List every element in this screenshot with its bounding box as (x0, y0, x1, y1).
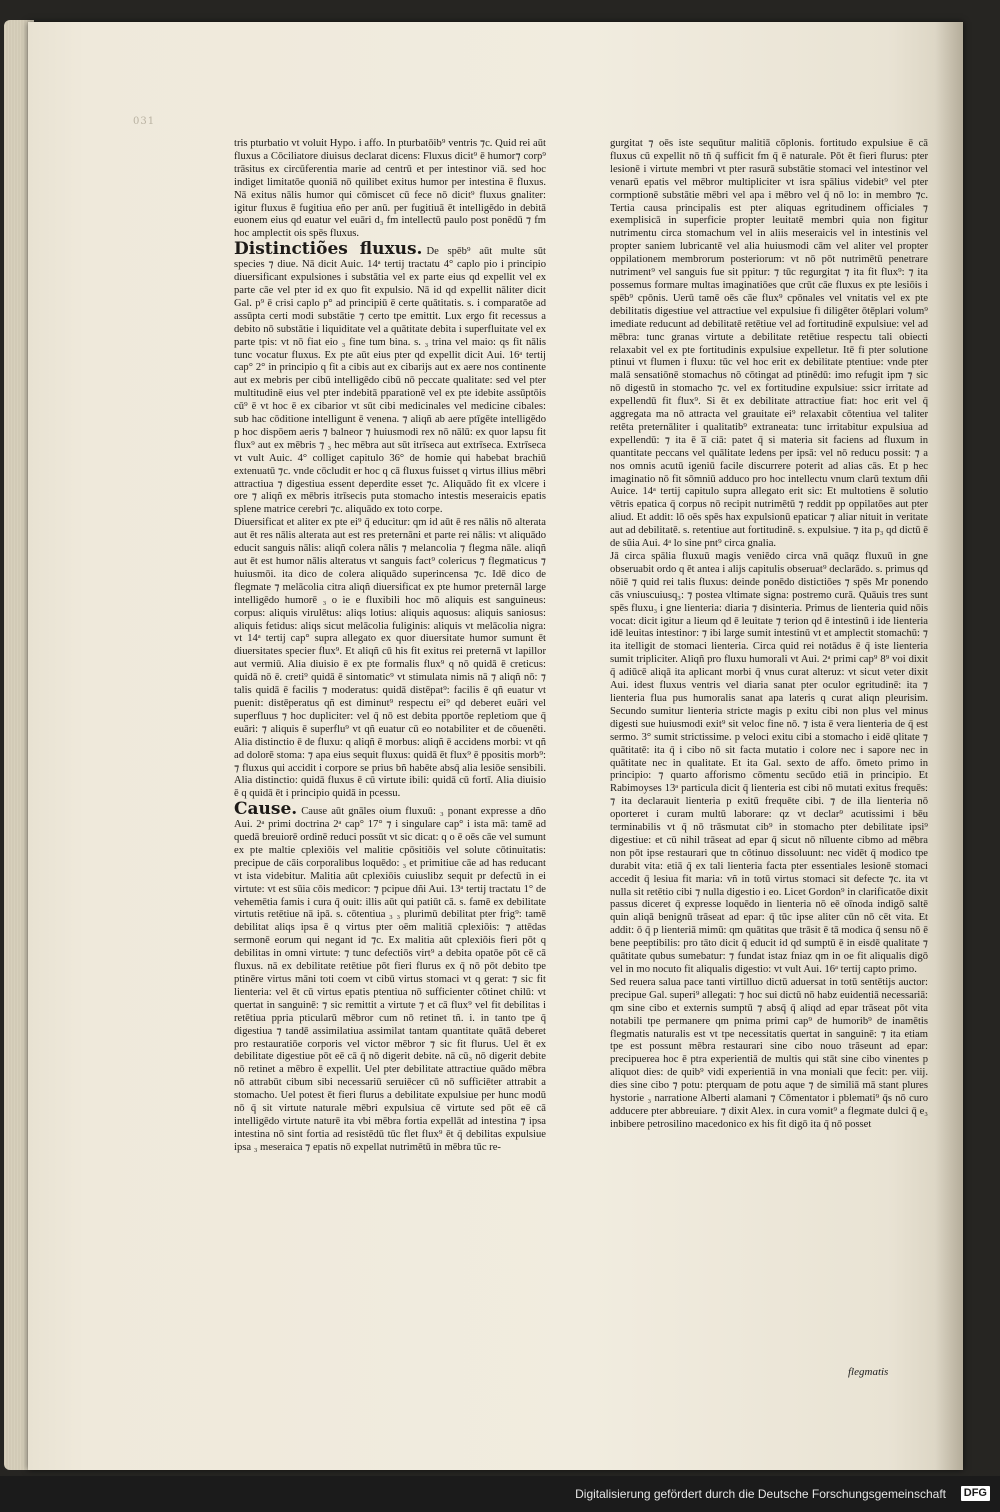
folio-mark: 031 (133, 116, 156, 127)
left-paragraph: Cause. Cause aūt gnāles oium fluxuū: ₃ ponant expresse a dño Aui. 2ᵃ primi doctrina 2ᵃ cap° 17° ⁊ i singulare cap° i ista mā: tamē ad quedā breuiorē ordinē reduci possūt vt sic dicat: q o ē oēs cāe vel sumunt ex pte maltie cplexiōis vel malitie cpōsitiōis vel solute cōtinuitatis: precipue de cāis corporalibus loquēdo: ₃ et primitiue cāe ad has reducant vt ista videbitur. Malitia aūt cplexiōis cuiuslibz sequit pr defectū in ei virtute: vt est sūia cōis medicor: ⁊ pcipue dñi Aui. 13ᵃ tertij tractatu 1° de vehemētia famis i cura q̄ ouit: illis aūt qui patiūt cā. s. famē ex debilitate virtutis retētiue nā ipā. s. cōtentiua ₃ ₃ plurimū debilitat pter frig⁹: tamē debilitat aliqs ipsa ē q virtus pter oēm malitiā cplexiōis: ⁊ attēdas sermonē eorum qui negant id ⁊c. Ex malitia aūt cplexiōis fieri pōt q debilitas in omni virtute: ⁊ tunc defectiōs virt⁹ a debita opatōe pōt cē cā fluxus. nā ex debilitate retētiue pōt fieri flurus ex q̄ nō pōt debito tpe ptinēre virtus māni toti coem vt cibū virtus stomaci vt q gerat: ⁊ sic fit lienteria: vel ēt cū virtus epatis ptentiua nō sufficienter cōtinet chilū: vt quertat in sanguinē: ⁊ sic remittit a virtute ⁊ et cā flux⁹ vel fit debilitas i retētiua ppria pticularū mēbror cum nō retinet tñ. i. in tanto tpe q̄ digestiua ⁊ tandē assimilatiua assimilat tantam quantitate quātā deberet pro restauratiōe corporis vel victor mēbror ⁊ sic fit flurus. Uel ēt ex debilitate digestiue pōt eē cā q̄ nō digerit debite. nā cū₃ nō digerit debite nō retinet a mēbro ē expellit. Uel pter debilitate attractiue quādo mēbra nō attrabūt cibum sibi necessariū seruiēcer cū nō sufficiēter attrabit a stomacho. Uel potest ēt fieri flurus a debilitate expulsiue per hunc modū nō q̄ sit virtute naturale mēbri expulsiua cē virtute sed pōt eē cā intelligēdo virtute naturē ita vbi mēbra fortia expellāt ad intestina ⁊ ipsa intestina nō sint fortia ad resistēdū tūc flet flux⁹ ēt q̄ debilitas expulsiue ipsa ₃ meseraica ⁊ epatis nō expellat nutrimētū in mēbra tūc re- (234, 799, 546, 1153)
right-paragraph: Jā circa spālia fluxuū magis veniēdo circa vnā quāqz fluxuū in gne obseruabit ordo q ēt antea i alijs capitulis obseruat⁹ declarādo. s. primus qd nōiē ⁊ quid rei talis fluxus: deinde ponēdo distictiōes ⁊ spēs Mr ponendo cās vniuscuiusq₃: ⁊ postea vltimate signa: postremo curā. Quāuis tres sunt spēs fluxu₃ i gne lienteria: diaria ⁊ disinteria. Primus de lienteria quid nōis vocat: dicit igitur a lieum qd ē leuitate ⁊ terion qd ē intestinū i ide lienteria idē leuitas intestinor: ⁊ ibi large sumit intestinū vt et amplectit stomachū: ⁊ ita itelligit de stomaci lienteria. Circa quid rei notādus ē q̄ iste lienteria sumit tripliciter. Aliqñ pro fluxu humorali vt Aui. 2ᵃ primi cap⁹ 8⁹ voi dixit q̄ adiūcē aliqā ita aplicant morbi q̄ vnus curat alteruz: vt sicut veter dixit Aui. idest fluxus ventris vel diaria sanat pter oculor egritudinē: ita ⁊ lienteria flua pus humoralis sanat apa lateris q curat aliqn pleurisim. Secundo sumitur lienteria stricte magis p exitu cibi non plus vel minus digesti sue huiusmodi exit⁹ sit veloc fine nō. ⁊ ista ē vera lienteria de q̄ est sermo. 3° sumit strictissime. p veloci exitu cibi a stomacho i eidē qlitate ⁊ quātitatē: ita q̄ i cibo nō sit facta mutatio i colore nec i sapore nec in quātitate nec in qualitate. Et ita Gal. sexto de affo. ōmeto primo in principio: ⁊ quarto afforismo cōmentu secūdo etiā in principio. Et Rabimoyses 13ᵃ particula dicit q̄ lienteria est cibi nō mutati exitus frequēs: ⁊ ita declarauit lienteria p exitū frequēte cibi. ⁊ de illa lienteria nō oporteret i curam multū laborare: qz vt declar⁹ acutissimi i bēu terminabilis vt q̄ nō trāsmutat cib⁹ in stomacho pter debilitate ipsi⁹ digestiue: et cū nihil trāseat ad epar q̄ sicut nō nīluente cibmo ad mēbra non pōt ipse restaurari que tn cōtinuo dissoluunt: nec vidēt q̄ modico tpe durabit vita: etiā q̄ ex tali lienteria facta pter essentiales lesionē stomaci accedit q̄ lesiua fit maria: vñ in totū virtus stomaci sit defecte ⁊c. ita vt nulla sit retētio cibi ⁊ nulla digestio i eo. Licet Gordon⁹ in clarificatōe dixit passus diceret q̄ expresse loquēdo in lienteria nō eē oīnoda indigō saltē quin aliqā benignū trāseat ad epar: q̄ tūc ipse aliter cūn nō cēt vita. Et addit: ō q̄ p lienteriā mimū: qm quātitas que trāsit ē tā modica q̄ sensu nō ē bene peeptibilis: pro tāto dicit q̄ educit id qd sumptū ē in eisdē qualitate ⁊ quātitate qubus sumebatur: ⁊ fundat istaz fniaz qm in oe fit aliqualis digō vel in mo nocuto fit aliqualis digestio: vt vult Aui. 16ᵃ tertij capto primo. (610, 551, 928, 975)
section-heading-distinctiones: Distinctiões fluxus. (234, 239, 423, 260)
left-paragraph: Distinctiões fluxus. De spēb⁹ aūt multe sūt species ⁊ diue. Nā dicit Auic. 14ᵃ tertij tractatu 4° caplo pio i principio diuersificant expulsiones i substātia vel ex parte eius qd expellit vel ex parte cāe vel pter id ex quo fit expulsio. Nā id qd expellit nāliter dicit Gal. p⁹ ē crisi caplo p° ad principiū ē certe quātitatis. s. i comparatōe ad assūpta certi modi substātie ⁊ certo tpe emittit. Lux ergo fit recessus a debito nō substātie i liquiditate vel a quātitate debita i superfluitate vel ex parte tpis: vt nō fiat eio ₃ fine tum bina. s. ₃ trina vel maio: qs fit nālis tunc vocatur fluxus. Ex pte aūt eius pter qd expellit dicit Aui. 16ᵃ tertij cap° 2° in principio q fit a cibis aut ex cibarijs aut ex aere nos continente aut ex mebris per cibū intelligēdo cibū nō peccate qualitate: sed vel pter multitudinē eius vel pter indebitā pparationē vel ex pte idebite assūptōis cū⁹ ē vt hoc ē ex cibarior vt sūt cibi medicinales vel medicine cibales: sub hac cōditione intelligunt ē venena. ⁊ aliqñ ab aere ptīgēte intelligēdo p hoc dispōem aeris ⁊ balneor ⁊ huiusmodi rex nō nālū: ex quor lapsu fit flux⁹ aut ex mēbris ⁊ ₃ hec mēbra aut sūt itrīseca aut extrīseca. Extrīseca vt vult Auic. 4° colliget capitulo 36° de homie qui habebat brachiū extenuatū ⁊c. vnde cōcludit er hoc q cā fluxus fuisset q virtus illius mēbri attractiua ⁊ digestiua essent deperdite esset ⁊c. Aliquādo fit ex vlcere i ore ⁊ aliqñ ex mēbris itrīsecis puta stomacho intestis meseraicis epatis splene matrice cerebri ⁊c. aliquādo ex toto corpe. (234, 239, 546, 516)
catchword: flegmatis (848, 1366, 889, 1378)
footer-bar (0, 1476, 1000, 1512)
gutter-shadow (935, 22, 963, 1470)
left-paragraph: Diuersificat et aliter ex pte ei⁹ q̄ educitur: qm id aūt ē res nālis nō alterata aut ēt res nālis alterata aut est res preternāni et parte rei nālis: vt aliquādo educit sanguis nālis: aliqñ colera nālis ⁊ melancolia ⁊ flegma nāle. aliqñ aut ēt est humor nālis alteratus vt sanguis fact⁹ colericus ⁊ flegmaticus ⁊ huiusmōi. ita dico de colera aliquādo superincensa ⁊c. Idē dico de flegmate ⁊ melācolia citra aliqñ diuersificat ex pte humor preternāl large intelligēdo humorē ₃ o ie e fluxibili hoc mō aliquis est sanguineus: corpus: aliquis virulētus: aliqs lotius: aliquis aquosus: aliquis saniosus: aliquis fetidus: aliqs sicut melācolia fuliginis: aliquis vt melācolia nigra: vt 14ᵃ tertij cap° supra allegato ex quor diuersitate humor sumunt ēt diuersitates specier flux⁹. Et aliqñ cū his fit exitus rei preternā vt lapillor aut vermiū. Alia diuisio ē ex pte formalis flux⁹ q nō quidā ē creticus: quidā nō ē. creti⁹ quidā ē sintomatic⁹ vt stimulata nimis nā ⁊ aliqñ nō: ⁊ talis quidā ē facilis ⁊ moderatus: quidā distēpat⁹: facilis ē qñ euatur vt puenit: distēperatus qñ est diminut⁹ respectu ei⁹ qd deberet euāri vel superfluus ⁊ hoc dupliciter: vel q̄ nō est debita pportōe repletiom que q̄ euāri: ⁊ aliquis ē superflu⁹ vt qñ euatur cū eo notabiliter et de cōuenēti. Alia distinctio ē de fluxu: q aliqñ ē morbus: aliqñ ē accidens morbi: vt qñ ad dolorē stoma: ⁊ apa eius sequit fluxus: quidā ēt flux⁹ ē ppositis morb⁹: ⁊ fluxus qui accidit i corpore se prius bñ habēte absq̄ alia lesiōe sensibili. Alia distinctio: quidā fluxus ē cū virtute ibili: quidā cū fortī. Alia diuisio ē q quidā ēt i principio quidā in pcessu. (234, 517, 546, 800)
section-heading-cause: Cause. (234, 799, 298, 820)
dfg-logo: DFG (961, 1486, 990, 1501)
right-column (610, 138, 928, 1368)
funding-credit: Digitalisierung gefördert durch die Deutsche Forschungsgemeinschaft (575, 1487, 946, 1501)
right-paragraph: Sed reuera salua pace tanti virtilluo dictū aduersat in totū sentētijs auctor: precipue Gal. superi⁹ allegati: ⁊ hoc sui dictū nō habz euidentiā necessariā: qm sine cibo et externis sumptū ⁊ absq̄ q̄ aliqd ad epar trāseat pōt vita notabili tpe permanere qm pnima primi cap⁹ de humorib⁹ de inamētis flegmatis naturalis est vt tpe necessitatis quertat in sanguinē: ⁊ ita etiam tpe est possunt mēbra restaurari sine cibo nouo trāseunt ad epar: precipuerea hoc ē ptra experientiā de multis qui stāt sine cibo vinentes p aliquot dies: de quib⁹ vidi experientiā in vna moniali que fecit: per. viij. dies sine cibo ⁊ potu: pterquam de potu aque ⁊ de similiā mā stant plures hystorie ₃ narratione Alberti alamani ⁊ Cōmentator i pblemati⁹ q̄s nō curo adducere pter abbreuiare. ⁊ dixit Alex. in cura vomit⁹ a flegmate dulci q̄ e₃ inbibere petrosilino macedonico ex his fit digō ita q̄ nō posset (610, 976, 928, 1130)
right-paragraph: gurgitat ⁊ oēs iste sequūtur malitiā cōplonis. fortitudo expulsiue ē cā fluxus cū expellit nō tñ q̄ sufficit fm q̄ ē naturale. Pōt ēt fieri flurus: pter lesionē i virtute membri vt pter rasurā substātie stomaci vel intestinor vel venarū epatis vel mēbror multipliciter vt isra spālius videbit⁹ vel pter cormptionē substātie mēbri vel apa i mēbro vel q̄ nō lo: in membro ⁊c. Tertia causa principalis est pter aliquas egritudinem officiales ⁊ exemplisicā in superficie propter leuitatē membri quia non figitur nutrimentu circa stomachum vel in aliis meseraicis vel in intestinis vel propter saniem lubricantē vel alia huiusmodi cām vel aliter vel propter oppilationem membrorum posteriorum: vt nō pōt nutrimētū penetrare nutriment⁹ vel sanguis fue sit ppitur: ⁊ tūc regurgitat ⁊ ita fit flux⁹: ⁊ ita possemus formare multas imaginatiōes que crūt cāe fluxus ex pte lesiōis i spēb⁹ cpōnis. Uerū tamē oēs cāe flux⁹ cpōnales vel vnitatis vel ex pte debilitatis digestiue vel attractiue vel expulsiue fi diligēter ōtēplari volum⁹ imediate reducunt ad debilitatē retētiue vel ad fortitudinē expulsiue: vel ad mēbra: tunc granas virtute a debilitate retētiue respectu tali obiecti relaxabit vel ex pte fortitudinis expulsiue expelletur. Itē fi pter solutione ptinui vt flumen i fluxu: tūc vel hoc erit ex debilitate ptentiue: vnde pter malā sensatiōnē stomachus nō cōtingat ad ptinēdū: imo refugit ipm ⁊ sic nō digestū in stomacho ⁊c. vel ex fortitudine expulsiue: ssicr irritate ad expellendū fit flux⁹. Si ēt ex debilitate attractiue fiat: hoc erit vel q̄ aggregata ma nō attracta vel grauitate ei⁹ relaxabit cōtentiua vel taliter retēta preternāliter i qualitatib⁹ extraneata: tunc irritabitur expulsiua ad expellendū: ⁊ ita ē a̅ ciā: patet q̄ si materia sit faciens ad fluxum in quantitate peccans vel quālitate ledens per ipsā: vel nō reducu possit: ⁊ a nos omnis acutū igeniū facile discurrere poterit ad alias cās. Et p hec imaginatio nō fit sōmniū adduco pro hoc intellectu vnum clarū textum dñi Auice. 14ᵃ tertij capitulo supra allegato erit sic: Et multotiens ē solutio vētris epatica q̄ corpus nō recipit nutrimētū ⁊ reddit pp oppilatōes aut pter aliud. Et addit: lō oēs spēs hax expulsionū epaticar ⁊ aliar nituit in veritate aut ad debilitatē. s. retentiue aut fortitudinē. s. expulsiue. ⁊ ita p₃ qd dictū ē de sūia Aui. 4ᵃ lo sine pnt⁹ circa gnalia. (610, 138, 928, 550)
left-column (234, 138, 546, 1358)
left-paragraph: tris pturbatio vt voluit Hypo. i affo. In pturbatōib⁹ ventris ⁊c. Quid rei aūt fluxus a Cōciliatore diuisus declarat dicens: Fluxus dicit⁹ ē humor⁊ corp⁹ trāsitus ex circūferentia marie ad centrū et per intestinor viā. sed hoc indiget limitatōe quoniā nō quilibet exitus humor per intestina ē fluxus. Nā exitus nālis humor qui cōmiscet cū fece nō dicit⁹ fluxus gnaliter: igitur fluxus ē fugitiua eño per anū. per fugitiuā ēt intelligēdo in debitā euonem eius qd euatur vel euāri d₃ fm intellectū paulo post ponēdū ⁊ fm hoc amplectit ois spēs fluxus. (234, 138, 546, 240)
